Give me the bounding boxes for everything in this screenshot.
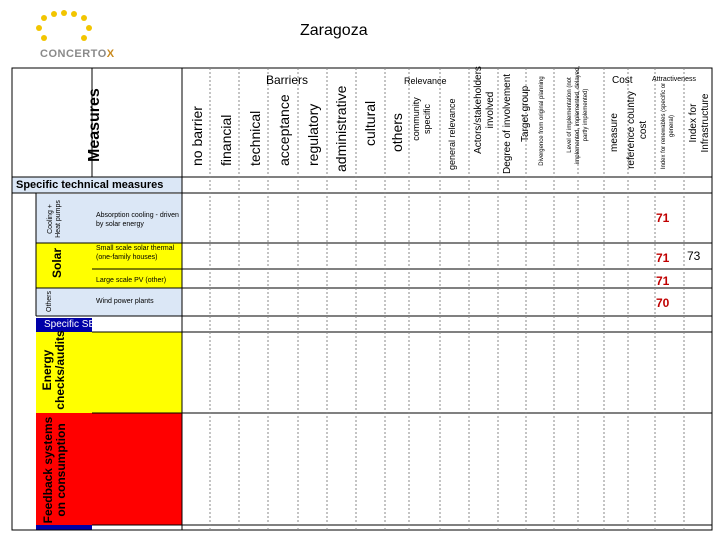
value-small-solar-extra: 73	[687, 249, 701, 263]
col-divergence: Divergence from original planning	[539, 76, 545, 166]
col-level-implementation: Level of implementation (not implemented, implemented, delayed, partly implemented)	[567, 65, 589, 165]
col-community-specific: community specific	[411, 97, 432, 141]
row-label-absorption: Absorption cooling - driven by solar energy	[96, 212, 179, 228]
page-title: Zaragoza	[300, 22, 368, 39]
group-cooling: Cooling + Heat pumps	[47, 200, 62, 238]
col-measure-cost: measure	[609, 113, 620, 152]
col-financial: financial	[218, 114, 234, 166]
row-label-large-pv: Large scale PV (other)	[96, 277, 167, 284]
group-energy-checks: Energy checks/audits	[40, 330, 67, 410]
col-reference-country-cost: reference country cost	[626, 91, 649, 169]
value-large-pv: 71	[656, 274, 670, 288]
col-acceptance: acceptance	[276, 94, 292, 166]
col-administrative: administrative	[333, 85, 349, 172]
col-degree-involvement: Degree of involvement	[502, 73, 513, 174]
col-cultural: cultural	[362, 100, 378, 146]
attractiveness-header: Attractiveness	[652, 76, 696, 83]
group-solar: Solar	[50, 247, 64, 278]
logo-text: CONCERTOX	[40, 48, 115, 60]
section-se-measures: Specific SE measures	[44, 319, 142, 330]
group-feedback: Feedback systems on consumption	[41, 416, 68, 524]
col-target-group: Target group	[520, 85, 531, 142]
value-absorption: 71	[656, 211, 670, 225]
col-technical: technical	[247, 110, 263, 166]
cost-header: Cost	[612, 75, 633, 86]
value-small-solar: 71	[656, 251, 670, 265]
col-actors: Actors/stakeholders involved	[473, 66, 496, 154]
col-no-barrier: no barrier	[189, 106, 205, 166]
col-others: others	[389, 113, 405, 152]
barriers-header: Barriers	[266, 73, 309, 87]
col-index-infrastructure: Index for Infrastructure	[688, 93, 711, 153]
col-general-relevance: general relevance	[447, 98, 457, 170]
group-others: Others	[46, 290, 53, 312]
col-index-renewables: Index for renewables (specific or general)	[661, 82, 675, 170]
value-wind: 70	[656, 296, 670, 310]
relevance-header: Relevance	[404, 76, 447, 86]
measures-header: Measures	[86, 88, 103, 162]
row-label-small-solar: Small scale solar thermal (one-family houses)	[96, 245, 175, 261]
section-technical-measures: Specific technical measures	[16, 179, 164, 191]
row-label-wind: Wind power plants	[96, 298, 154, 305]
col-regulatory: regulatory	[305, 103, 321, 166]
